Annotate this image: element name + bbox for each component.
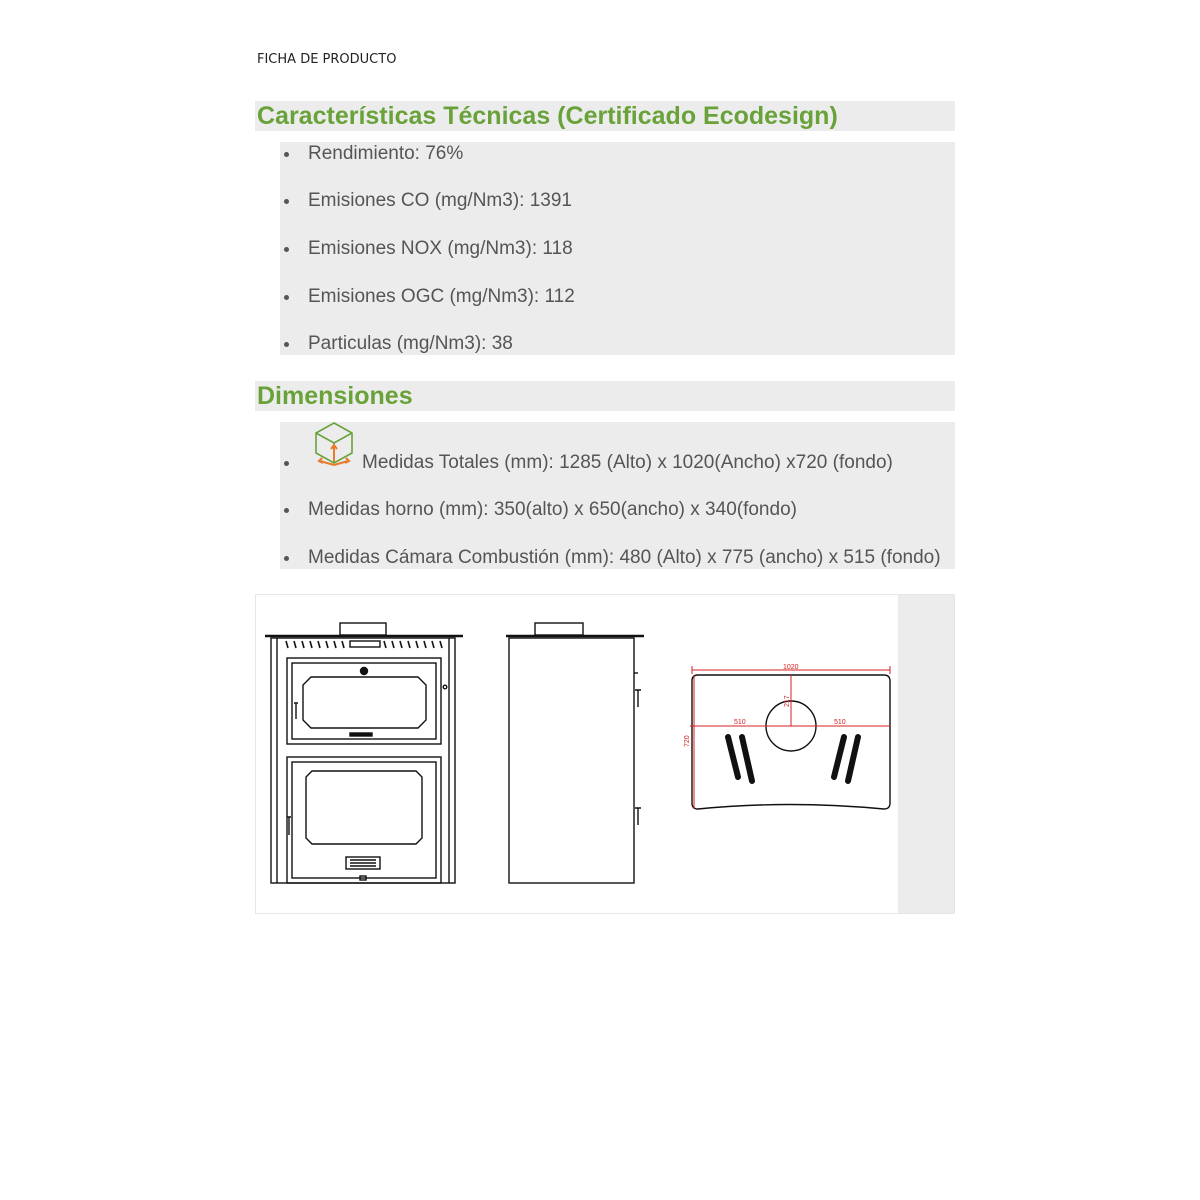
dimensions-box-icon xyxy=(312,421,356,471)
bullet-icon xyxy=(284,247,289,252)
drawing-side-strip xyxy=(898,595,954,913)
top-view-right-offset-label: 510 xyxy=(834,719,846,726)
document-header-label: FICHA DE PRODUCTO xyxy=(257,52,397,67)
technical-drawing-panel xyxy=(255,594,955,914)
bullet-icon xyxy=(284,199,289,204)
side-view-drawing xyxy=(506,623,644,883)
dimensiones-title: Dimensiones xyxy=(257,382,413,410)
top-view-depth-label: 720 xyxy=(684,735,691,747)
top-view-left-offset-label: 510 xyxy=(734,719,746,726)
bullet-icon xyxy=(284,342,289,347)
bullet-icon xyxy=(284,461,289,466)
tecnicas-title: Características Técnicas (Certificado Ecodesign) xyxy=(257,102,838,130)
tecnicas-title-bar xyxy=(255,101,955,131)
technical-drawing xyxy=(256,595,896,913)
tecnicas-list: Rendimiento: 76% Emisiones CO (mg/Nm3): 1391 Emisiones NOX (mg/Nm3): 118 Emisiones OGC (mg/Nm3): 112 Particulas (mg/Nm3): 38 xyxy=(280,142,955,355)
top-view-drawing xyxy=(684,664,890,809)
bullet-icon xyxy=(284,152,289,157)
dimensiones-title-bar xyxy=(255,381,955,411)
bullet-icon xyxy=(284,508,289,513)
dimensiones-list: Medidas Totales (mm): 1285 (Alto) x 1020(Ancho) x720 (fondo) Medidas horno (mm): 350(alto) x 650(ancho) x 340(fondo) Medidas Cámara Combustión (mm): 480 (Alto) x 775 (ancho) x 515 (fondo) xyxy=(280,422,955,569)
top-view-width-label: 1020 xyxy=(783,664,799,671)
bullet-icon xyxy=(284,295,289,300)
front-view-drawing xyxy=(265,623,463,883)
top-view-flue-offset-label: 217 xyxy=(784,695,791,707)
bullet-icon xyxy=(284,556,289,561)
